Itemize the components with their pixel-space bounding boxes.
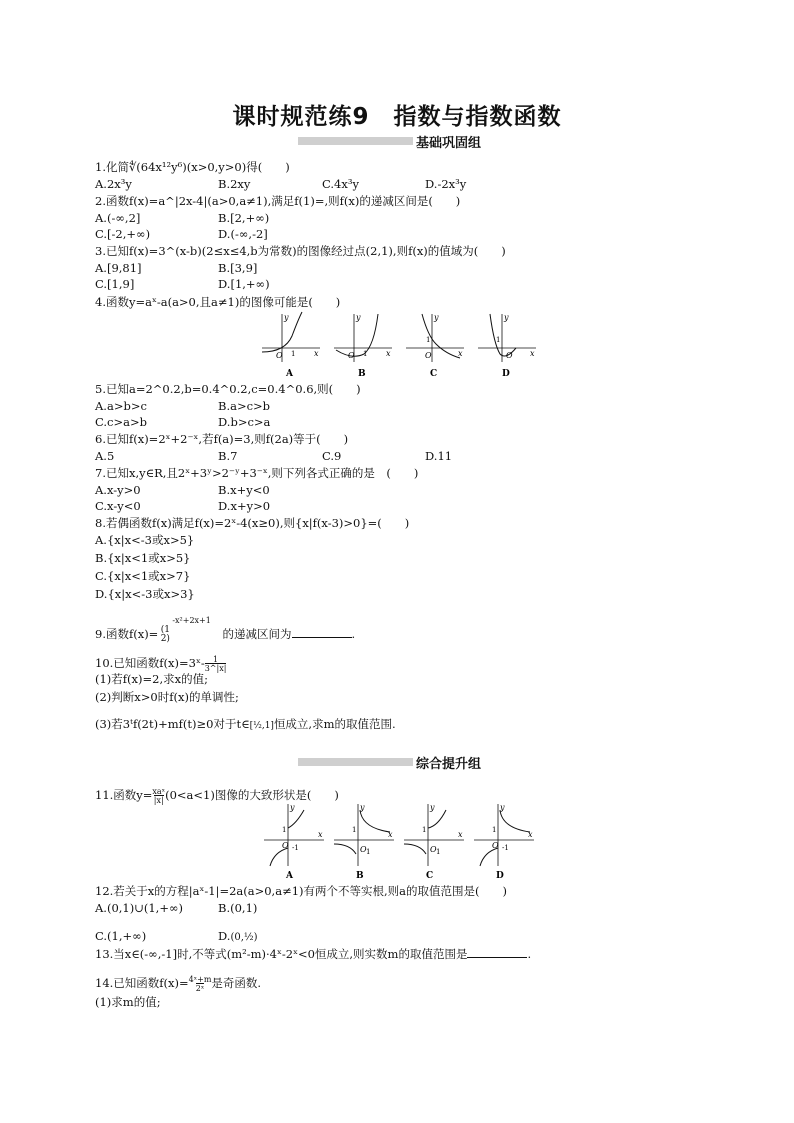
svg-text:O: O [492, 841, 499, 850]
q12-option-a: A.(0,1)∪(1,+∞) [95, 901, 184, 915]
question-12-stem: 12.若关于x的方程|aˣ-1|=2a(a>0,a≠1)有两个不等实根,则a的取值范围是( ) [95, 884, 507, 898]
svg-text:O: O [430, 845, 437, 854]
svg-text:1: 1 [282, 826, 287, 834]
q11-graphs [262, 800, 542, 880]
svg-text:1: 1 [291, 350, 296, 358]
section-bar [298, 137, 413, 145]
svg-text:1: 1 [422, 826, 427, 834]
svg-text:O: O [348, 351, 355, 360]
svg-text:y: y [360, 803, 365, 812]
q11-den: |x| [153, 796, 164, 805]
q11-label-d: D [496, 871, 504, 880]
q12-option-d-letter: D. [218, 929, 231, 943]
svg-text:-1: -1 [502, 844, 509, 852]
q4-graph-d [478, 313, 536, 362]
q6-option-d: D.11 [425, 449, 453, 463]
q13-stem: 13.当x∈(-∞,-1]时,不等式(m²-m)·4ˣ-2ˣ<0恒成立,则实数m的取值范围是 [95, 947, 468, 961]
q7-option-c: C.x-y<0 [95, 499, 141, 513]
svg-text:1: 1 [363, 350, 368, 358]
svg-text:y: y [500, 803, 505, 812]
q4-label-c: C [430, 369, 438, 379]
q8-option-c: C.{x|x<1或x>7} [95, 569, 191, 583]
q13-end: . [527, 947, 532, 961]
svg-text:1: 1 [352, 826, 357, 834]
question-6-stem: 6.已知f(x)=2ˣ+2⁻ˣ,若f(a)=3,则f(2a)等于( ) [95, 432, 349, 446]
q3-option-c: C.[1,9] [95, 277, 135, 291]
q10-part-3-b: 恒成立,求m的取值范围. [273, 717, 396, 731]
q2-option-a: A.(-∞,2] [95, 211, 141, 225]
svg-text:1: 1 [496, 336, 501, 344]
q4-label-d: D [502, 369, 510, 379]
svg-text:x: x [528, 830, 533, 839]
svg-text:1: 1 [436, 848, 441, 856]
section-bar [298, 758, 413, 766]
page-title: 课时规范练9 指数与指数函数 [232, 104, 562, 130]
question-13 [95, 947, 531, 962]
q4-label-a: A [286, 369, 293, 379]
q12-option-b: B.(0,1) [218, 901, 258, 915]
q6-option-b: B.7 [218, 449, 238, 463]
q11-graph-a [264, 803, 324, 866]
q8-option-b: B.{x|x<1或x>5} [95, 551, 191, 565]
q1-option-b: B.2xy [218, 177, 251, 191]
section-label: 综合提升组 [416, 757, 482, 772]
svg-text:x: x [386, 349, 391, 358]
q11-graph-b [334, 803, 394, 866]
q13-answer-blank[interactable] [467, 947, 527, 958]
q11-suffix: (0<a<1)图像的大致形状是( ) [165, 788, 339, 802]
q5-option-a: A.a>b>c [95, 399, 147, 413]
q11-fraction [152, 787, 165, 805]
q6-option-c: C.9 [322, 449, 342, 463]
q10-part-3 [95, 717, 396, 734]
q3-option-b: B.[3,9] [218, 261, 258, 275]
q9-exponent: -x²+2x+1 [172, 616, 211, 625]
question-8-stem: 8.若偶函数f(x)满足f(x)=2ˣ-4(x≥0),则{x|f(x-3)>0}=( ) [95, 516, 410, 530]
question-1-stem: 1.化简∜(64x¹²y⁶)(x>0,y>0)得( ) [95, 160, 290, 174]
q8-option-d: D.{x|x<-3或x>3} [95, 587, 195, 601]
svg-text:y: y [290, 803, 295, 812]
question-9 [95, 616, 356, 644]
q11-graph-c [404, 803, 464, 866]
question-2-stem: 2.函数f(x)=a^|2x-4|(a>0,a≠1),满足f(1)=,则f(x)的递减区间是( ) [95, 194, 461, 208]
q10-part-3-a: (3)若3ᵗf(2t)+mf(t)≥0对于t∈ [95, 717, 250, 731]
q2-option-b: B.[2,+∞) [218, 211, 270, 225]
svg-text:1: 1 [492, 826, 497, 834]
svg-text:y: y [504, 313, 509, 322]
q10-stem-text: 10.已知函数f(x)=3ˣ- [95, 656, 205, 670]
q11-label-b: B [356, 871, 364, 880]
svg-text:x: x [314, 349, 319, 358]
q3-option-a: A.[9,81] [95, 261, 142, 275]
svg-text:y: y [434, 313, 439, 322]
q11-label-a: A [286, 871, 293, 880]
q9-prefix: 9.函数f(x)= [95, 626, 159, 641]
q4-graph-b [334, 313, 392, 362]
q9-answer-blank[interactable] [292, 627, 352, 638]
q10-part-1: (1)若f(x)=2,求x的值; [95, 672, 208, 686]
svg-text:y: y [284, 313, 289, 322]
q10-frac-num: 1 [213, 655, 219, 664]
q11-num: xaˣ [152, 787, 166, 796]
q10-part-2: (2)判断x>0时f(x)的单调性; [95, 690, 239, 704]
svg-text:1: 1 [366, 848, 371, 856]
q2-option-c: C.[-2,+∞) [95, 227, 151, 241]
q4-graphs [260, 310, 540, 380]
q12-option-d-interval: (0,½) [230, 932, 258, 943]
svg-text:x: x [388, 830, 393, 839]
q4-graph-c [406, 313, 464, 362]
q9-half-fraction: (1 2) [160, 624, 170, 644]
question-3-stem: 3.已知f(x)=3^(x-b)(2≤x≤4,b为常数)的图像经过点(2,1),则f(x)的值域为( ) [95, 244, 506, 258]
q14-den: 2ˣ [195, 984, 205, 993]
svg-text:x: x [318, 830, 323, 839]
q11-label-c: C [426, 871, 434, 880]
q9-suffix: 的递减区间为 [222, 626, 292, 641]
question-7-stem: 7.已知x,y∈R,且2ˣ+3ʸ>2⁻ʸ+3⁻ˣ,则下列各式正确的是 ( ) [95, 466, 419, 480]
q4-label-b: B [358, 369, 366, 379]
svg-text:-1: -1 [292, 844, 299, 852]
q8-option-a: A.{x|x<-3或x>5} [95, 533, 195, 547]
svg-text:O: O [506, 351, 513, 360]
question-10-stem [95, 655, 226, 673]
q5-option-d: D.b>c>a [218, 415, 271, 429]
q7-option-a: A.x-y>0 [95, 483, 141, 497]
svg-text:O: O [425, 351, 432, 360]
q12-option-c: C.(1,+∞) [95, 929, 147, 943]
q12-option-d [218, 929, 258, 945]
svg-text:y: y [356, 313, 361, 322]
q6-option-a: A.5 [95, 449, 115, 463]
q9-end: . [351, 626, 356, 641]
q2-option-d: D.(-∞,-2] [218, 227, 268, 241]
question-5-stem: 5.已知a=2^0.2,b=0.4^0.2,c=0.4^0.6,则( ) [95, 382, 361, 396]
q14-fraction [189, 975, 212, 993]
q10-fraction [205, 655, 227, 673]
q1-option-a: A.2x³y [95, 177, 132, 191]
q14-prefix: 14.已知函数f(x)= [95, 976, 189, 990]
q11-graph-d [474, 803, 534, 866]
svg-text:y: y [430, 803, 435, 812]
svg-text:x: x [530, 349, 535, 358]
svg-text:O: O [282, 841, 289, 850]
q7-option-d: D.x+y>0 [218, 499, 271, 513]
q5-option-c: C.c>a>b [95, 415, 147, 429]
q1-option-c: C.4x³y [322, 177, 359, 191]
svg-text:O: O [360, 845, 367, 854]
svg-text:x: x [458, 349, 463, 358]
question-4-stem: 4.函数y=aˣ-a(a>0,且a≠1)的图像可能是( ) [95, 295, 341, 309]
q10-frac-den: 3^|x| [204, 664, 227, 673]
svg-text:1: 1 [426, 336, 431, 344]
q14-suffix: 是奇函数. [211, 976, 262, 990]
q14-part-1: (1)求m的值; [95, 995, 161, 1009]
question-14-stem [95, 975, 261, 993]
svg-text:x: x [458, 830, 463, 839]
section-label: 基础巩固组 [416, 136, 482, 151]
q3-option-d: D.[1,+∞) [218, 277, 270, 291]
q7-option-b: B.x+y<0 [218, 483, 270, 497]
q1-option-d: D.-2x³y [425, 177, 467, 191]
q4-graph-a [262, 312, 320, 362]
q10-interval: [½,1] [249, 721, 274, 731]
svg-text:O: O [276, 351, 283, 360]
q14-num: 4ˣ+m [188, 975, 212, 984]
q5-option-b: B.a>c>b [218, 399, 271, 413]
q11-prefix: 11.函数y= [95, 788, 153, 802]
